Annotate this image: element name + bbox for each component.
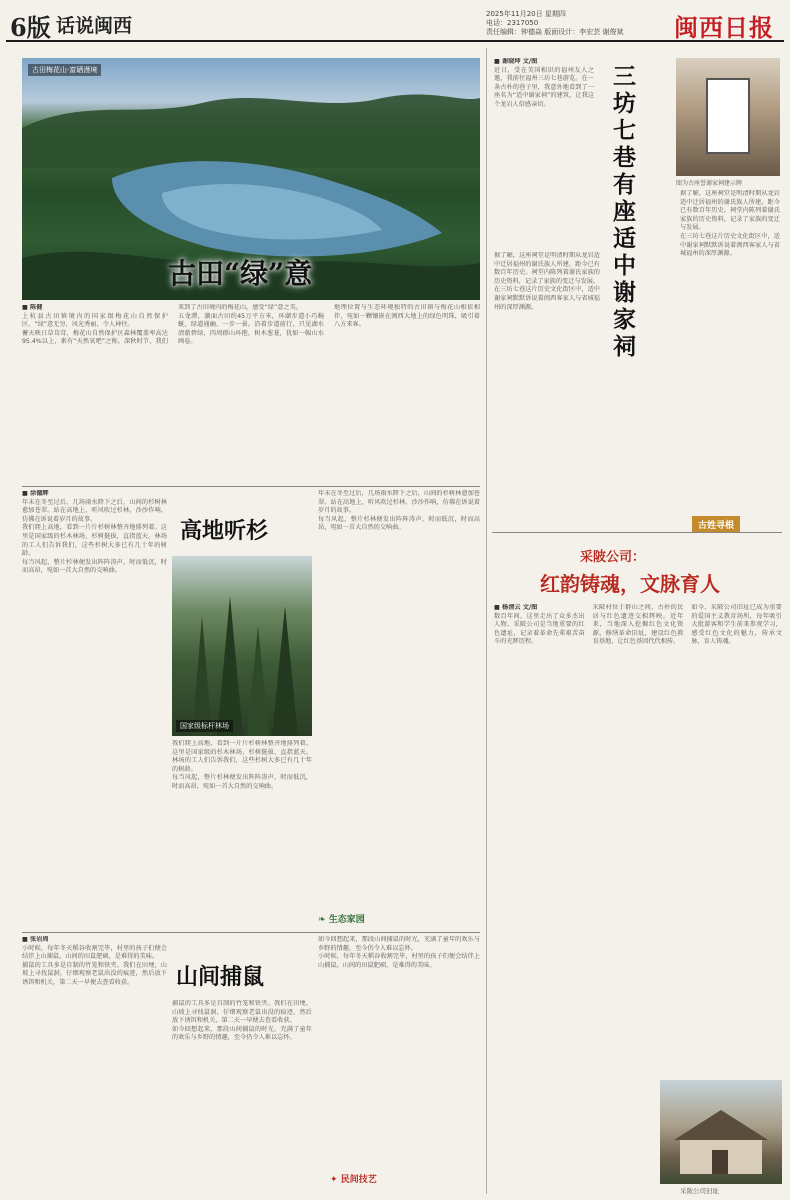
column-divider xyxy=(486,48,487,1194)
photo-caption: 国家级标杆林场 xyxy=(176,720,233,732)
paragraph: 蓄天映日草茸茸，梅花山自然保护区森林覆盖率高达95.4%以上，素有“天然氧吧”之称。深秋时节，我们来到了古田境内的梅花山，感受“绿”意之美。 xyxy=(22,304,302,346)
byline: ■ 张岩周 xyxy=(22,936,49,943)
article-title: 古田“绿”意 xyxy=(168,257,313,290)
xie-ancestral-hall-photo xyxy=(676,58,780,176)
page-header xyxy=(6,6,784,42)
byline: ■ 杨清云 文/图 xyxy=(494,604,538,611)
photo-caption: 图为古座誉谢家祠建示牌 xyxy=(676,180,743,187)
plaque-illustration xyxy=(706,78,750,154)
paragraph: 如今回想起来，那段山间捕鼠的时光，充满了童年的欢乐与乡野的情趣，至今仍令人难以忘怀。 xyxy=(172,1025,312,1042)
article-title: 山间捕鼠 xyxy=(176,964,265,990)
fir-trees-illustration xyxy=(172,556,312,736)
paragraph: 年末在冬至过后，几场雨水降下之后，山间的杉树林愈加苍翠。站在高地上，听风吹过杉林，沙沙作响，仿佛在诉说着岁月的故事。 xyxy=(22,498,167,523)
section-divider xyxy=(22,486,480,487)
article-body xyxy=(494,58,594,248)
column-tag-label: 民间技艺 xyxy=(340,1175,377,1185)
article-body xyxy=(680,190,780,510)
column-tag xyxy=(318,912,365,925)
paragraph: 如今回想起来，那段山间捕鼠的时光，充满了童年的欢乐与乡野的情趣，至今仍令人难以忘怀。 xyxy=(318,936,480,952)
paragraph: 上杭县古田镇境内的国家级梅花山自然保护区，“绿”意无穷，风光秀丽，令人神往。 xyxy=(22,312,168,329)
caipi-company-photo xyxy=(660,1080,782,1184)
article-title: 红韵铸魂，文脉育人 xyxy=(540,572,720,596)
byline: ■ 陈健 xyxy=(22,304,43,311)
byline: ■ 谢晓坤 文/图 xyxy=(494,58,538,65)
column-tag xyxy=(692,516,740,533)
photo-caption: 古田梅花山·富硒漫境 xyxy=(28,64,101,76)
paragraph: 在三坊七巷这片历史文化街区中，适中谢家祠默默诉说着闽西客家人与省城福州的深厚渊源。 xyxy=(494,286,600,311)
column-tag xyxy=(330,1172,377,1185)
column-tag-label: 古姓寻根 xyxy=(698,521,735,531)
edition-number: 6版 xyxy=(10,13,51,42)
section-divider xyxy=(22,932,480,933)
article-body xyxy=(318,490,480,910)
column-tag-label: 生态家园 xyxy=(328,915,365,925)
fir-forest-photo xyxy=(172,556,312,736)
paragraph: 在三坊七巷这片历史文化街区中，适中谢家祠默默诉说着闽西客家人与省城福州的深厚渊源。 xyxy=(680,232,780,258)
article-body xyxy=(22,490,167,930)
section-divider xyxy=(492,532,782,533)
date-line: 2025年11月20日 星期四 xyxy=(486,10,566,18)
paragraph: 据了解，这座祠堂是明清时期从龙岩适中迁居福州的谢氏族人所建，距今已有数百年历史。祠堂内陈列着谢氏家族的历史资料，记录了家族的变迁与发展。 xyxy=(680,190,780,232)
phone-line: 电话：2317050 xyxy=(486,19,539,27)
article-body xyxy=(22,304,480,484)
paragraph: 每当风起，整片杉林便发出阵阵涛声，时而低沉，时而高昂，宛如一首大自然的交响曲。 xyxy=(22,558,167,575)
paragraph: 捕鼠的工具多是自制的竹笼和铁夹。我们在田埂、山坡上寻找鼠洞，仔细观察老鼠出没的痕迹，然后放下诱饵和机关，第二天一早便去查看收获。 xyxy=(22,961,167,986)
article-body xyxy=(22,936,167,1192)
byline: ■ 涂德辉 xyxy=(22,490,49,497)
section-title: 话说闽西 xyxy=(56,15,133,37)
paragraph: 小时候，每年冬天稻谷收割完毕，村里的孩子们便会结伴上山捕鼠。山间的田鼠肥硕，是难得的美味。 xyxy=(22,944,167,961)
building-illustration xyxy=(660,1080,782,1184)
paragraph: 我们爬上高地，看到一片片杉树林整齐地排列着。这里是国家级的杉木林场，杉树挺拔，直指蓝天。林场的工人们告诉我们，这些杉树大多已有几十年的树龄。 xyxy=(22,524,167,558)
article-body xyxy=(172,1000,312,1192)
article-body xyxy=(494,604,782,1104)
paragraph: 数百年间，这里走出了众多杰出人物。采陂公司是当地重要的红色遗址，记录着革命先辈艰苦奋斗的光辉历程。 xyxy=(494,612,585,646)
craft-icon: ✦ xyxy=(330,1175,338,1185)
paragraph: 近日，受在美国相识的福州友人之邀，我前往福州三坊七巷游览。在一条古朴的巷子里，我意外地看到了一座名为“适中谢家祠”的建筑，让我这个龙岩人倍感亲切。 xyxy=(494,66,594,108)
header-meta xyxy=(486,10,623,37)
article-body xyxy=(172,740,312,930)
editors-line: 责任编辑：钟德焱 版面设计：李宏芸 谢俊斌 xyxy=(486,28,624,36)
paragraph: 我们爬上高地，看到一片片杉树林整齐地排列着。这里是国家级的杉木林场，杉树挺拔，直指蓝天。林场的工人们告诉我们，这些杉树大多已有几十年的树龄。 xyxy=(172,740,312,773)
paragraph: 地理位置与生态环境独特的古田镇与梅花山相依相伴，宛如一颗镶嵌在闽西大地上的绿色明珠，吸引着八方来客。 xyxy=(334,304,480,329)
paragraph: 每当风起，整片杉林便发出阵阵涛声，时而低沉，时而高昂，宛如一首大自然的交响曲。 xyxy=(172,774,312,790)
paragraph: 捕鼠的工具多是自制的竹笼和铁夹。我们在田埂、山坡上寻找鼠洞，仔细观察老鼠出没的痕迹，然后放下诱饵和机关，第二天一早便去查看收获。 xyxy=(172,1000,312,1025)
article-kicker: 采陂公司： xyxy=(580,550,646,565)
article-title: 三坊七巷有座适中谢家祠 xyxy=(609,64,636,361)
article-body xyxy=(318,936,480,1168)
newspaper-logo: 闽西日报 xyxy=(674,13,774,42)
paragraph: 年末在冬至过后，几场雨水降下之后，山间的杉树林愈加苍翠。站在高地上，听风吹过杉林，沙沙作响，仿佛在诉说着岁月的故事。 xyxy=(318,490,480,515)
paragraph: 小时候，每年冬天稻谷收割完毕，村里的孩子们便会结伴上山捕鼠。山间的田鼠肥硕，是难得的美味。 xyxy=(318,953,480,969)
article-title: 高地听杉 xyxy=(180,518,269,544)
paragraph: 采陂村位于群山之间，古朴的民居与红色遗迹交相辉映。近年来，当地深入挖掘红色文化资源，修缮革命旧址，建设红色教育基地，让红色基因代代相传。 xyxy=(592,604,684,646)
paragraph: 据了解，这座祠堂是明清时期从龙岩适中迁居福州的谢氏族人所建，距今已有数百年历史。祠堂内陈列着谢氏家族的历史资料，记录了家族的变迁与发展。 xyxy=(494,252,600,285)
paragraph: 五龙潭，潮面古田约45万平方米，环潮步道小巧蜿蜒，绿道通幽，一步一景。沿着步道前行，只见湖水清澈碧绿，四周群山环抱，树木葱茏，犹如一幅山水画卷。 xyxy=(178,312,324,346)
article-body xyxy=(494,252,600,522)
photo-caption: 采陂公司旧址 xyxy=(680,1187,719,1195)
paragraph: 如今，采陂公司旧址已成为重要的爱国主义教育场所，每年吸引大批游客和学生前来参观学习，感受红色文化的魅力，传承文脉，育人铸魂。 xyxy=(691,604,782,646)
leaf-icon: ❧ xyxy=(318,915,326,925)
paragraph: 每当风起，整片杉林便发出阵阵涛声，时而低沉，时而高昂，宛如一首大自然的交响曲。 xyxy=(318,515,480,532)
